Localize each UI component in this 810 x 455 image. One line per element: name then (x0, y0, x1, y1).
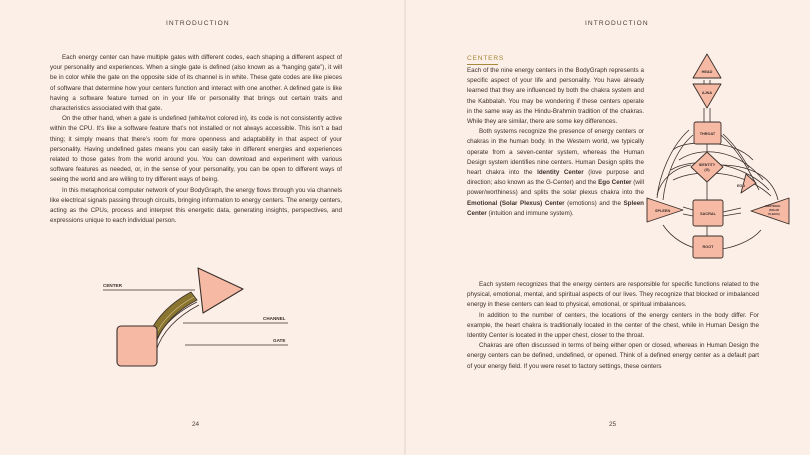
emotional-label-1: EMOTIONAL (765, 205, 781, 208)
ajna-center (693, 84, 721, 108)
left-body-text (50, 53, 342, 226)
paragraph: In this metaphorical computer network of your BodyGraph, the energy flows through you via channels like electrical signals passing through circuits, bringing information to energy centers. The energy centers, acting as the CPUs, process and interpret this energetic data, generating insights, perspectives, and expressions unique to each individual person. (50, 186, 343, 225)
label-channel: CHANNEL (263, 316, 286, 321)
paragraph: Each of the nine energy centers in the BodyGraph represents a specific aspect of your life and personality. You have already learned that they are influenced by both the chakra system and the Kabbalah. You may be wondering if these centers operate in the same way as the Hindu-Brahmin tradition of the chakras. While they are similar, there are some key differences. (467, 67, 644, 126)
right-page (405, 0, 810, 455)
paragraph: Each system recognizes that the energy centers are responsible for specific functions related to the physical, emotional, mental, and spiritual aspects of our lives. They recognize that blocked or imbalanced energy in these centers can lead to physical, emotional, or spiritual imbalances. (467, 281, 759, 309)
paragraph: Both systems recognize the presence of energy centers or chakras in the human body. In the Western world, we typically operate from a seven-center system, whereas the Human Design system identifies nine centers. Human Design splits the heart chakra into the Identity Center (love purpose and direction; also known as the G-Center) and the Ego Center (will power/worthiness) and splits the solar plexus chakra into the Emotional (Solar Plexus) Center (emotions) and the Spleen Center (intuition and immune system). (467, 128, 644, 217)
paragraph: Chakras are often discussed in terms of being either open or closed, whereas in Human Design the energy centers can be defined, undefined, or opened. Think of a defined energy center as a default part of your energy field. If you were reset to factory settings, these centers (467, 342, 759, 370)
identity-center (691, 152, 723, 182)
ajna-label: AJNA (701, 91, 713, 95)
identity-sub-label: (G) (704, 168, 710, 172)
section-title (467, 55, 504, 62)
emotional-label-3: PLEXUS) (768, 213, 780, 216)
paragraph: On the other hand, when a gate is undefined (white/not colored in), its code is not consistently active within the CPU. It’s like a software feature that’s not installed or not always accessible. This isn’t a bad thing; it simply means that there’s room for more openness and adaptability in that aspect of your personality. Having undefined gates means you can easily take in different energies and experiences related to those gates from the world around you. You can download and experiment with various software features as needed, or, in the sense of your personality, you can be open to different ways of seeing the world and are willing to try different ways of being. (50, 115, 342, 184)
identity-label: IDENTITY (698, 163, 716, 167)
right-body-text-wide (467, 280, 759, 372)
section-title-underline (467, 64, 498, 65)
spleen-label: SPLEEN (655, 209, 671, 213)
center-square (117, 326, 157, 366)
head-label: HEAD (701, 70, 713, 74)
paragraph: Each energy center can have multiple gates with different codes, each shaping a different aspect of your personality and experiences. When a single gate is defined (also known as a “hanging gate”), it will be in color while the gate on the opposite side of its channel is in white. These gate codes are like pieces of software that determine how your centers function and interact with one another. A defined gate is like having a software feature turned on in your life or personality that brings out certain traits and characteristics associated with that gate. (50, 54, 342, 113)
center-triangle (198, 268, 243, 313)
root-label: ROOT (702, 245, 714, 249)
bodygraph-diagram (643, 50, 793, 265)
ego-label: EGO (737, 184, 745, 188)
section-title-text: CENTERS (467, 55, 505, 62)
label-center: CENTER (103, 283, 122, 288)
center-channel-gate-diagram (95, 262, 295, 372)
head-center (693, 54, 721, 78)
sacral-label: SACRAL (700, 212, 716, 216)
running-head-right: INTRODUCTION (585, 20, 649, 27)
emotional-label-2: (SOLAR (769, 209, 779, 212)
paragraph: In addition to the number of centers, the locations of the energy centers in the body differ. For example, the heart chakra is traditionally located in the center of the chest, while in Human Design the Identity Center is located in the upper chest, closer to the throat. (467, 311, 759, 340)
throat-label: THROAT (699, 132, 716, 136)
right-body-text-narrow (467, 66, 644, 219)
running-head-left: INTRODUCTION (166, 20, 230, 27)
label-gate: GATE (273, 338, 286, 343)
page-number-right: 25 (609, 421, 617, 428)
page-number-left: 24 (192, 421, 200, 428)
